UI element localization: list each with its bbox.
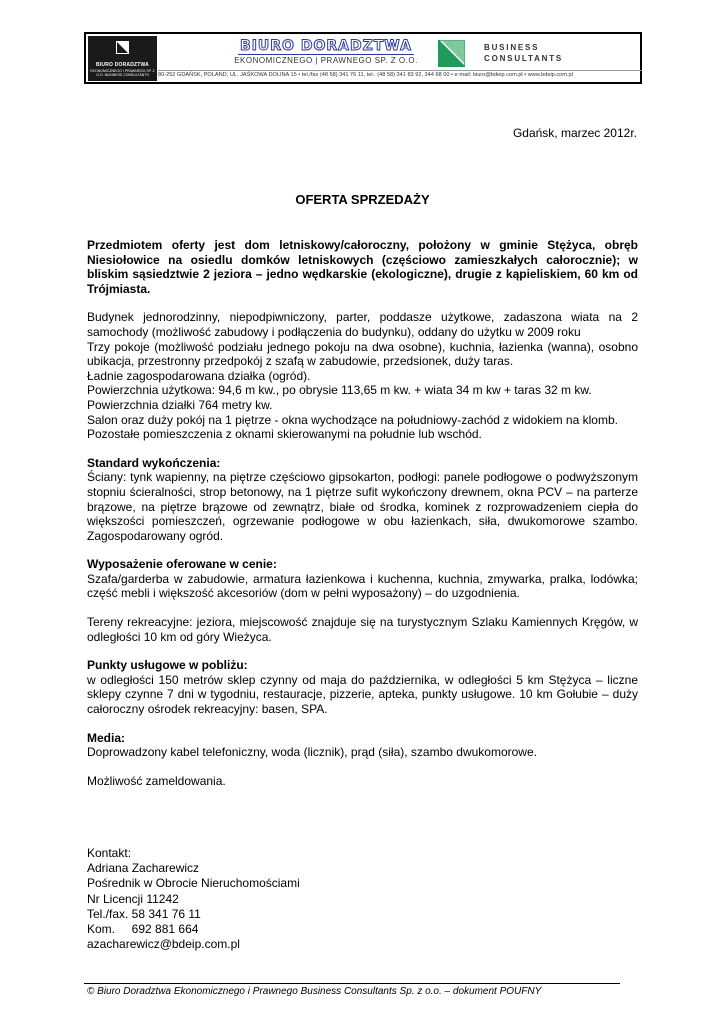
desc-line-5: Powierzchnia działki 764 metry kw. [87, 397, 273, 412]
bc-line1: BUSINESS [484, 43, 540, 52]
contact-email: azacharewicz@bdeip.com.pl [87, 937, 240, 952]
desc-line-2: Trzy pokoje (możliwość podziału jednego pokoju na dwa osobne), kuchnia, łazienka (wanna), osobno ubikacja, przestronny przedpokój z szafą w zabudowie, przedsionek, duży taras. [87, 339, 638, 369]
services-text: w odległości 150 metrów sklep czynny od maja do października, w odległości 5 km Stężyca – liczne sklepy czynne 7 dni w tygodniu, restauracje, pizzerie, apteka, punkty usługowe. 10 km Gołubie – duży całoroczny ośrodek rekreacyjny: basen, SPA. [87, 672, 638, 717]
media-text: Doprowadzony kabel telefoniczny, woda (licznik), prąd (siła), szambo dwukomorowe. [87, 745, 537, 760]
contact-block [87, 846, 300, 952]
business-consultants-logo-icon [438, 40, 465, 67]
bc-line2: CONSULTANTS [484, 54, 564, 63]
contact-license: Nr Licencji 11242 [87, 891, 179, 906]
footer-note: © Biuro Doradztwa Ekonomicznego i Prawnego Business Consultants Sp. z o.o. – dokument POUFNY [87, 986, 542, 997]
document-title: OFERTA SPRZEDAŻY [295, 192, 430, 207]
standard-text: Ściany: tynk wapienny, na piętrze częściowo gipsokarton, podłogi: panele podłogowe o podwyższonym stopniu ścieralności, strop betonowy, na 1 piętrze sufit wykończony drewnem, okna PCV – na parterze brązowe, na piętrze brązowe od zewnątrz, białe od środka, kominek z rozprowadzeniem ciepła do większości pomieszczeń, ogrzewanie podłogowe w obu łazienkach, siła, dwukomorowe szambo. Zagospodarowany ogród. [87, 470, 638, 543]
contact-name: Adriana Zacharewicz [87, 861, 200, 876]
equipment-text: Szafa/garderba w zabudowie, armatura łazienkowa i kuchenna, kuchnia, zmywarka, pralka, lodówka; część mebli i większość akcesoriów (dom w pełni wyposażony) – do uzgodnienia. [87, 571, 638, 601]
media-heading: Media: [87, 730, 126, 745]
contact-role: Pośrednik w Obrocie Nieruchomościami [87, 876, 300, 891]
logo-name: BIURO DORADZTWA [96, 62, 149, 68]
recreation-text: Tereny rekreacyjne: jeziora, miejscowość znajduje się na turystycznym Szlaku Kamiennych Kręgów, w odległości 10 km od góry Wieżyca. [87, 615, 638, 644]
equipment-heading: Wyposażenie oferowane w cenie: [87, 557, 277, 572]
offer-intro: Przedmiotem oferty jest dom letniskowy/całoroczny, położony w gminie Stężyca, obręb Niesiołowice na osiedlu domków letniskowych (częściowo zamieszkałych całorocznie); w bliskim sąsiedztwie 2 jeziora – jedno wędkarskie (ekologiczne), drugie z kąpieliskiem, 60 km od Trójmiasta. [87, 238, 638, 296]
services-heading: Punkty usługowe w pobliżu: [87, 658, 248, 673]
brand-divider [238, 54, 414, 55]
contact-telfax: Tel./fax. 58 341 76 11 [87, 906, 201, 921]
contact-mobile: Kom. 692 881 664 [87, 922, 199, 937]
logo-subtitle: EKONOMICZNEGO I PRAWNEGO SP. Z O.O. BUSINESS CONSULTANTS [90, 69, 155, 77]
desc-line-4: Powierzchnia użytkowa: 94,6 m kw., po obrysie 113,65 m kw. + wiata 34 m kw + taras 32 m kw. [87, 383, 592, 398]
desc-line-1: Budynek jednorodzinny, niepodpiwniczony, parter, poddasze użytkowe, zadaszona wiata na 2 samochody (możliwość zabudowy i podłączenia do budynku), oddany do użytku w 2009 roku [87, 310, 638, 339]
brand-name: BIURO DORADZTWA [240, 38, 412, 54]
document-date: Gdańsk, marzec 2012r. [512, 126, 637, 140]
desc-line-6: Salon oraz duży pokój na 1 piętrze - okna wychodzące na południowy-zachód z widokiem na klomb. [87, 412, 618, 427]
desc-line-7: Pozostałe pomieszczenia z oknami skierowanymi na południe lub wschód. [87, 427, 482, 442]
desc-line-3: Ładnie zagospodarowana działka (ogród). [87, 368, 311, 383]
registration-text: Możliwość zameldowania. [87, 773, 226, 788]
company-address: 80-252 GDAŃSK, POLAND, UL. JAŚKOWA DOLINA 15 • tel./fax (48 58) 341 76 11, tel.: (48 58) 341 83 92, 344 68 00 • e-mail: biuro@bdeip.com.pl • www.bdeip.com.pl [158, 70, 642, 78]
business-consultants-label [484, 42, 563, 64]
standard-heading: Standard wykończenia: [87, 455, 221, 470]
letterhead [84, 32, 642, 84]
brand-subtitle: EKONOMICZNEGO | PRAWNEGO SP. Z O.O. [234, 56, 418, 65]
footer-divider [84, 983, 620, 984]
contact-label: Kontakt: [87, 846, 132, 860]
company-logo [88, 36, 157, 81]
offer-body [87, 238, 638, 788]
